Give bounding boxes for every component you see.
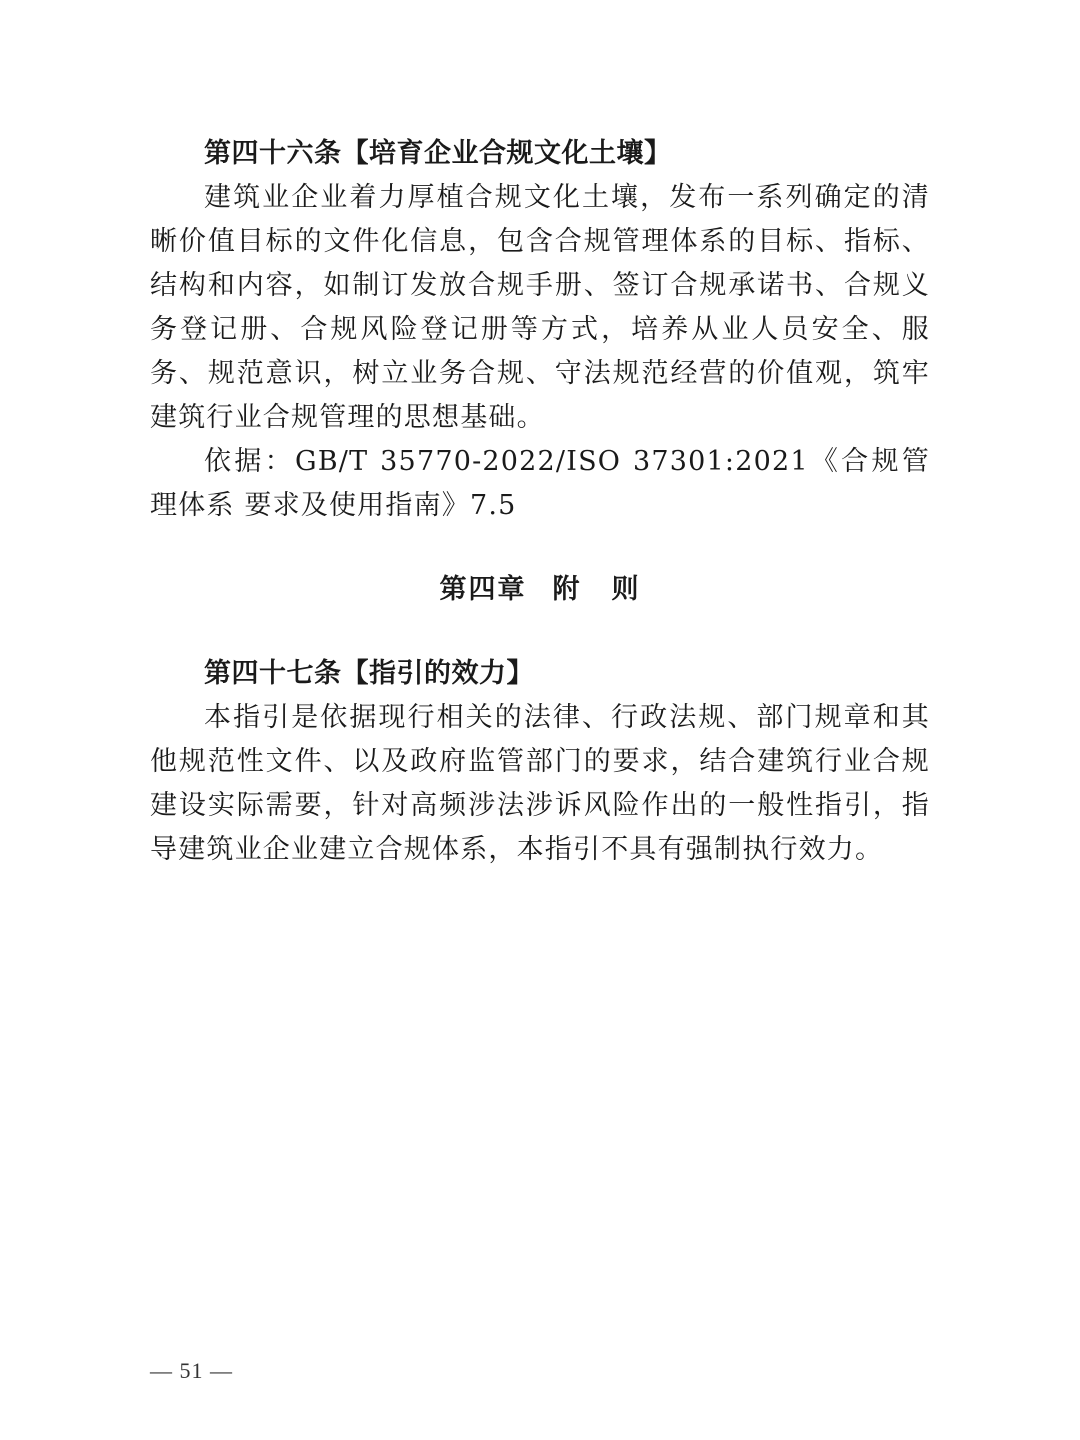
chapter-4-title: [150, 568, 930, 612]
page-content: [150, 132, 930, 872]
chapter-title-char-1: 附: [552, 574, 582, 605]
chapter-number: 第四章: [439, 574, 527, 605]
article-46-body: 建筑业企业着力厚植合规文化土壤，发布一系列确定的清晰价值目标的文件化信息，包含合规管理体系的目标、指标、结构和内容，如制订发放合规手册、签订合规承诺书、合规义务登记册、合规风险登记册等方式，培养从业人员安全、服务、规范意识，树立业务合规、守法规范经营的价值观，筑牢建筑行业合规管理的思想基础。: [150, 182, 930, 433]
article-46-basis: 依据：GB/T 35770-2022/ISO 37301:2021《合规管理体系 要求及使用指南》7.5: [150, 446, 930, 521]
article-47-body: 本指引是依据现行相关的法律、行政法规、部门规章和其他规范性文件、以及政府监管部门的要求，结合建筑行业合规建设实际需要，针对高频涉法涉诉风险作出的一般性指引，指导建筑业企业建立合规体系，本指引不具有强制执行效力。: [150, 702, 930, 865]
chapter-title-char-2: 则: [611, 574, 641, 605]
page-number: — 51 —: [150, 1358, 233, 1383]
article-47-heading: 第四十七条【指引的效力】: [204, 658, 534, 689]
article-46-heading: 第四十六条【培育企业合规文化土壤】: [204, 138, 672, 169]
